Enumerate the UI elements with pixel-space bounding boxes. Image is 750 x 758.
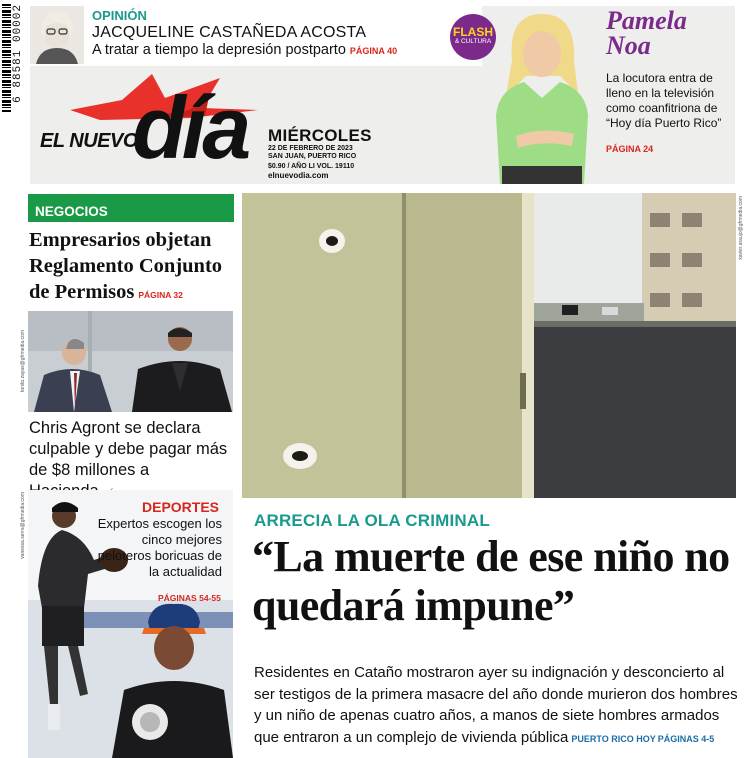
edition-price: $0.90 / AÑO LI VOL. 19110: [268, 163, 355, 170]
deportes-teaser[interactable]: Expertos escogen los cinco mejores peloteros boricuas de la actualidad: [97, 516, 222, 579]
deportes-photo-credit: vanessa.serra@gfrmedia.com: [20, 492, 26, 559]
pamela-noa-photo[interactable]: [482, 6, 600, 184]
agront-photo[interactable]: [28, 311, 233, 412]
flash-badge-sub: & CULTURA: [454, 38, 492, 45]
main-story-headline[interactable]: “La muerte de ese niño no quedará impune”: [252, 532, 730, 630]
edition-date: [268, 145, 356, 161]
flash-summary: La locutora entra de lleno en la televisión como coanfitriona de “Hoy día Puerto Rico”: [606, 71, 722, 130]
negocios-headline[interactable]: [29, 227, 235, 308]
flash-name-line2: Noa: [606, 31, 651, 60]
main-story-photo[interactable]: [242, 193, 736, 498]
opinion-author[interactable]: JACQUELINE CASTAÑEDA ACOSTA: [92, 24, 367, 41]
edition-date-line2: SAN JUAN, PUERTO RICO: [268, 153, 357, 160]
logo-dia: día: [132, 78, 248, 177]
flash-name-line1: Pamela: [606, 6, 687, 35]
edition-day: MIÉRCOLES: [268, 126, 372, 145]
website-link[interactable]: elnuevodia.com: [268, 171, 329, 180]
logo-el-nuevo: EL NUEVO: [40, 130, 138, 152]
flash-page: PÁGINA 24: [606, 144, 654, 154]
opinion-author-photo[interactable]: [30, 6, 84, 64]
opinion-teaser[interactable]: [92, 42, 397, 58]
barcode: [0, 0, 26, 124]
deportes-section-label[interactable]: DEPORTES: [142, 499, 220, 515]
barcode-number: 6 88581 00002: [12, 4, 24, 103]
main-story-page: PÁGINAS 4-5: [657, 733, 715, 744]
agront-photo-credit: tonito.zayas@gfrmedia.com: [20, 330, 26, 393]
negocios-headline-text: Empresarios objetan Reglamento Conjunto de Permisos: [29, 229, 223, 303]
main-story-section: PUERTO RICO HOY: [571, 733, 656, 744]
flash-cultura-badge[interactable]: [450, 14, 496, 60]
deportes-page: PÁGINAS 54-55: [158, 593, 221, 603]
negocios-section-label[interactable]: NEGOCIOS: [28, 194, 234, 222]
flash-headline[interactable]: [606, 8, 687, 58]
negocios-page: PÁGINA 32: [138, 290, 183, 300]
main-photo-credit: xavier.araujo@gfrmedia.com: [738, 196, 744, 260]
flash-badge-title: FLASH: [453, 25, 493, 39]
edition-date-line1: 22 DE FEBRERO DE 2023: [268, 145, 353, 152]
main-story-kicker: ARRECIA LA OLA CRIMINAL: [254, 511, 490, 530]
agront-headline-text: Chris Agront se declara culpable y debe pagar más de $8 millones a: [29, 419, 228, 479]
main-story-body-text: Residentes en Cataño mostraron ayer su indignación y desconcierto al ser testigos de la primera masacre del año donde murieron dos hombres y un niño de apenas cuatro años, a manos de siete hombres armados que entraron a un complejo de vivienda pública: [254, 664, 738, 746]
main-story-body[interactable]: [254, 662, 744, 750]
opinion-page: PÁGINA 40: [349, 46, 398, 56]
opinion-teaser-text: A tratar a tiempo la depresión postparto: [92, 42, 346, 58]
opinion-label: OPINIÓN: [92, 8, 147, 23]
barcode-bars: [2, 4, 11, 112]
